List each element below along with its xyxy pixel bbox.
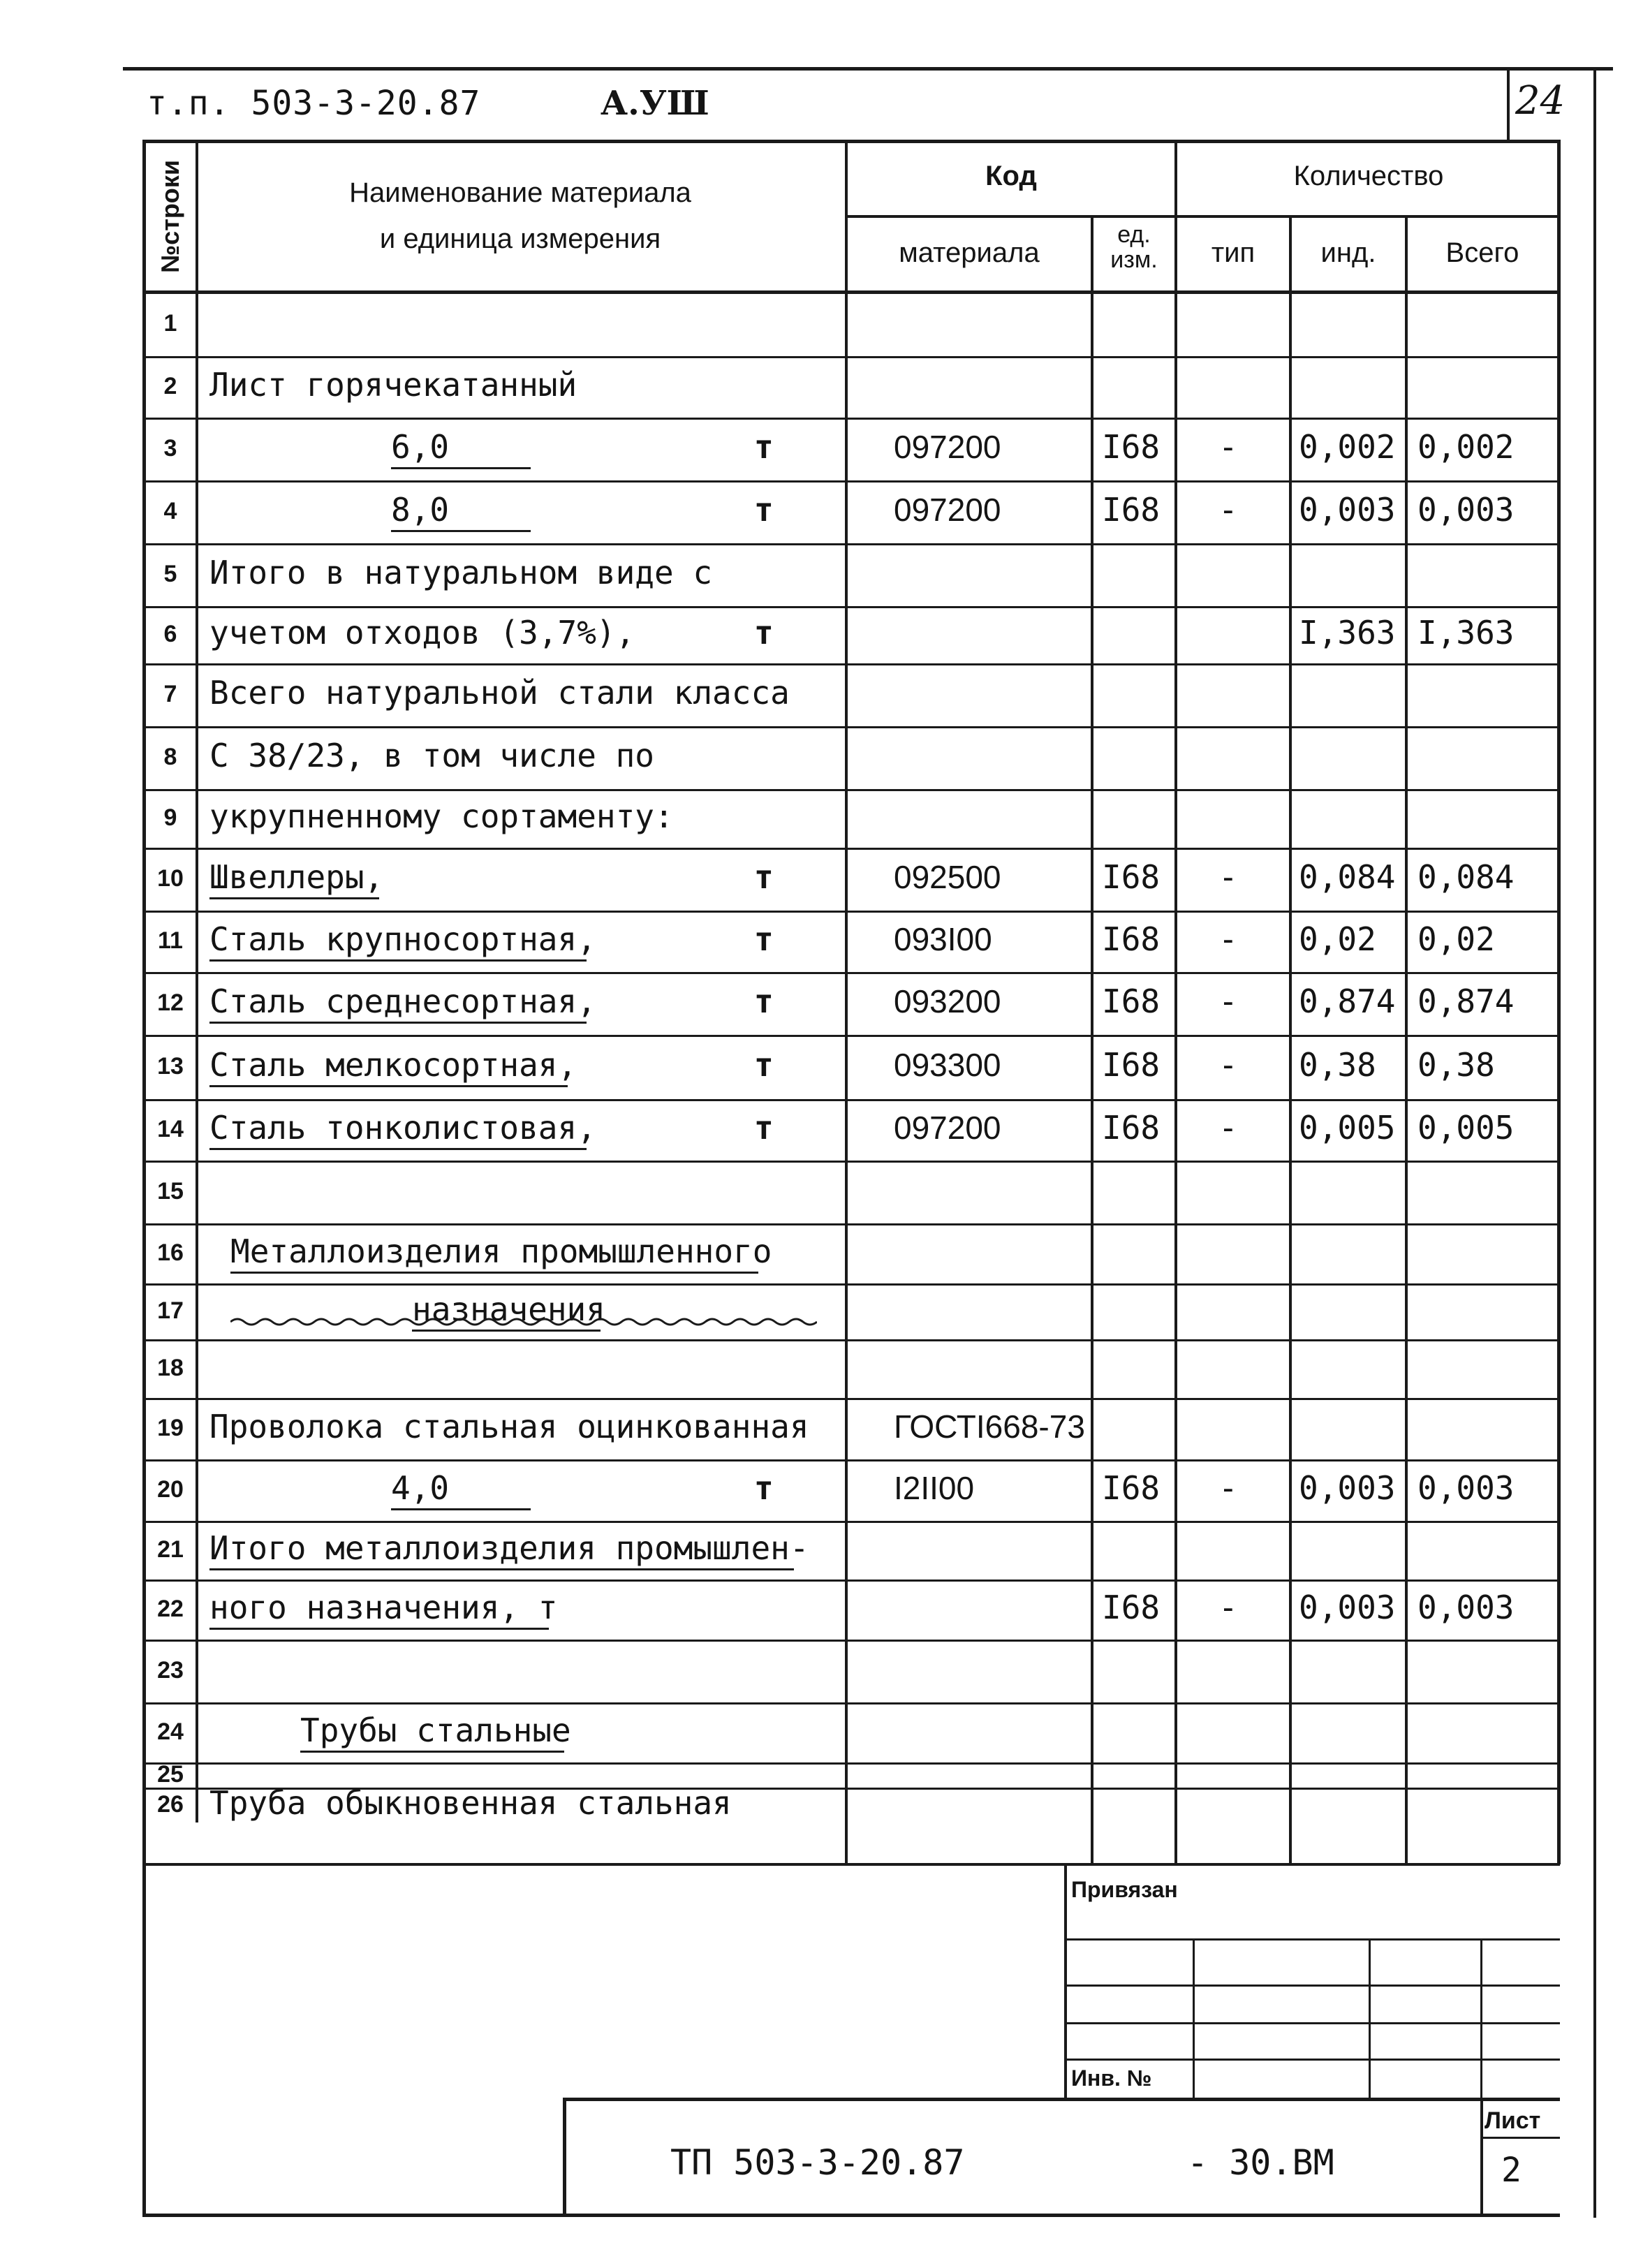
- name-underline: [209, 1568, 794, 1570]
- row-number: 17: [157, 1297, 184, 1324]
- material-name: 6,0: [391, 428, 450, 466]
- page-bottom-border: [142, 2214, 1560, 2217]
- stamp-main-top: [563, 2098, 1560, 2101]
- row-number: 23: [157, 1657, 184, 1684]
- qty-ind: 0,874: [1299, 982, 1396, 1020]
- stamp-doc-suffix: - 30.ВМ: [1187, 2142, 1334, 2183]
- row-number: 8: [163, 744, 177, 770]
- row-number-header: №строки: [156, 160, 184, 273]
- qty-type: -: [1218, 1046, 1238, 1084]
- name-underline: [209, 1148, 587, 1150]
- row-number: 18: [157, 1355, 184, 1381]
- row-divider: [142, 1035, 1560, 1037]
- row-divider: [142, 1398, 1560, 1400]
- row-divider: [142, 1702, 1560, 1704]
- unit-code: I68: [1102, 491, 1161, 529]
- qty-total: 0,003: [1417, 491, 1515, 529]
- row-number: 2: [163, 373, 177, 399]
- name-underline: [391, 467, 531, 469]
- row-divider: [142, 418, 1560, 420]
- row-number: 15: [157, 1178, 184, 1205]
- header-split-line: [845, 215, 1560, 218]
- row-divider: [142, 543, 1560, 545]
- col-line-5: [1289, 215, 1292, 1864]
- row-number: 19: [157, 1415, 184, 1441]
- name-underline: [209, 1628, 549, 1630]
- name-underline: [209, 1022, 587, 1024]
- row-divider: [142, 1521, 1560, 1523]
- qty-total: 0,003: [1417, 1469, 1515, 1507]
- row-number: 25: [157, 1761, 184, 1788]
- material-name: Швеллеры,: [209, 858, 384, 896]
- qty-type: -: [1218, 428, 1238, 466]
- material-code: 097200: [894, 429, 1001, 465]
- qty-total: I,363: [1417, 614, 1515, 651]
- qty-total-header: Всего: [1445, 237, 1519, 268]
- qty-total: 0,874: [1417, 982, 1515, 1020]
- qty-type: -: [1218, 1469, 1238, 1507]
- material-name: Проволока стальная оцинкованная: [209, 1408, 809, 1445]
- unit-code: I68: [1102, 1589, 1161, 1626]
- qty-total: 0,003: [1417, 1589, 1515, 1626]
- name-underline: [230, 1272, 758, 1274]
- row-divider: [142, 480, 1560, 483]
- material-code: 097200: [894, 492, 1001, 528]
- material-code: 093200: [894, 983, 1001, 1019]
- material-name: Лист горячекатанный: [209, 366, 577, 404]
- stamp-line-1: [1064, 1938, 1560, 1941]
- unit-code: I68: [1102, 920, 1161, 958]
- row-divider: [142, 726, 1560, 728]
- row-number: 14: [157, 1116, 184, 1142]
- name-underline: [300, 1751, 564, 1753]
- material-name: 8,0: [391, 491, 450, 529]
- unit-t: т: [754, 428, 774, 466]
- row-divider: [142, 356, 1560, 358]
- sheet-box-left: [1480, 2098, 1483, 2216]
- col-line-6: [1405, 215, 1408, 1864]
- material-name: Итого в натуральном виде с: [209, 554, 713, 591]
- material-name: 4,0: [391, 1469, 450, 1507]
- header-part: А.УШ: [601, 84, 709, 123]
- material-code: 093300: [894, 1047, 1001, 1083]
- qty-ind: 0,003: [1299, 1589, 1396, 1626]
- row-number: 24: [157, 1718, 184, 1745]
- name-underline: [209, 959, 587, 962]
- row-divider: [142, 1099, 1560, 1101]
- material-name: Сталь тонколистовая,: [209, 1109, 596, 1147]
- material-name: Всего натуральной стали класса: [209, 674, 790, 712]
- row-number: 1: [163, 310, 177, 337]
- material-name: Металлоизделия промышленного: [230, 1232, 772, 1270]
- stamp-col-2: [1369, 1938, 1371, 2099]
- row-divider: [142, 1762, 1560, 1765]
- stamp-line-4: [1064, 2059, 1560, 2061]
- qty-ind: 0,38: [1299, 1046, 1376, 1084]
- name-underline: [391, 530, 531, 532]
- row-divider: [142, 1223, 1560, 1225]
- row-number: 16: [157, 1239, 184, 1266]
- material-name: Итого металлоизделия промышлен-: [209, 1529, 809, 1567]
- stamp-main-left: [563, 2098, 566, 2216]
- stamp-line-3: [1064, 2022, 1560, 2024]
- unit-t: т: [754, 858, 774, 896]
- name-underline: [412, 1330, 601, 1332]
- material-code: ГОСТI668-73: [894, 1408, 1085, 1445]
- sheet-label: Лист: [1485, 2107, 1541, 2134]
- qty-type-header: тип: [1211, 237, 1255, 268]
- unit-code: I68: [1102, 428, 1161, 466]
- unit-t: т: [754, 491, 774, 529]
- wavy-underline-decoration: [230, 1316, 817, 1327]
- code-material-header: материала: [899, 237, 1040, 268]
- name-underline: [209, 897, 379, 899]
- row-divider: [142, 1580, 1560, 1582]
- stamp-doc-code: ТП 503-3-20.87: [670, 2142, 965, 2183]
- qty-ind: 0,002: [1299, 428, 1396, 466]
- qty-ind: 0,003: [1299, 1469, 1396, 1507]
- name-header-line1: Наименование материала: [349, 177, 691, 208]
- inventory-label: Инв. №: [1071, 2066, 1152, 2091]
- row-number: 4: [163, 498, 177, 524]
- col-line-2: [845, 140, 848, 1864]
- unit-t: т: [754, 1469, 774, 1507]
- qty-type: -: [1218, 1589, 1238, 1626]
- material-name: назначения: [412, 1290, 605, 1328]
- stamp-outer-left: [142, 1863, 146, 2216]
- row-number: 12: [157, 989, 184, 1016]
- qty-type: -: [1218, 920, 1238, 958]
- material-name: ного назначения, т: [209, 1589, 558, 1626]
- material-name: С 38/23, в том числе по: [209, 737, 654, 774]
- row-number: 26: [157, 1791, 184, 1818]
- material-name: Трубы стальные: [300, 1711, 571, 1749]
- table-right-border: [1557, 140, 1561, 1864]
- material-code: 092500: [894, 859, 1001, 895]
- row-number: 20: [157, 1476, 184, 1503]
- code-unit-header: ед. изм.: [1110, 221, 1158, 273]
- material-name: укрупненному сортаменту:: [209, 797, 674, 835]
- page-right-edge: [1593, 67, 1596, 2218]
- col-line-3: [1091, 215, 1093, 1864]
- material-name: Сталь мелкосортная,: [209, 1046, 577, 1084]
- material-name: Сталь крупносортная,: [209, 920, 596, 958]
- material-name: учетом отходов (3,7%),: [209, 614, 635, 651]
- qty-ind: 0,005: [1299, 1109, 1396, 1147]
- qty-type: -: [1218, 1109, 1238, 1147]
- row-divider: [142, 1640, 1560, 1642]
- unit-code: I68: [1102, 1046, 1161, 1084]
- row-divider: [142, 1339, 1560, 1341]
- page-mark-divider: [1507, 67, 1510, 140]
- qty-type: -: [1218, 858, 1238, 896]
- stamp-col-3: [1480, 1938, 1482, 2099]
- material-code: 097200: [894, 1110, 1001, 1146]
- top-border: [123, 67, 1613, 71]
- stamp-left-border: [1064, 1863, 1067, 2100]
- name-underline: [391, 1508, 531, 1510]
- stamp-line-2: [1064, 1984, 1560, 1987]
- qty-group-header: Количество: [1293, 161, 1444, 191]
- qty-ind: 0,003: [1299, 491, 1396, 529]
- header-page-mark: 24: [1515, 78, 1566, 124]
- row-divider: [142, 1161, 1560, 1163]
- table-top-border: [142, 140, 1560, 143]
- stamp-col-1: [1193, 1938, 1195, 2099]
- row-divider: [142, 972, 1560, 974]
- row-divider: [142, 911, 1560, 913]
- unit-code: I68: [1102, 1109, 1161, 1147]
- header-bottom-border: [142, 290, 1560, 294]
- qty-total: 0,02: [1417, 920, 1495, 958]
- row-number: 11: [158, 927, 183, 954]
- unit-t: т: [754, 982, 774, 1020]
- qty-ind: I,363: [1299, 614, 1396, 651]
- row-divider: [142, 1283, 1560, 1286]
- qty-total: 0,38: [1417, 1046, 1495, 1084]
- qty-ind-header: инд.: [1320, 237, 1376, 268]
- material-name: Сталь среднесортная,: [209, 982, 596, 1020]
- col-line-4: [1174, 140, 1177, 1864]
- qty-type: -: [1218, 491, 1238, 529]
- name-underline: [209, 1085, 568, 1087]
- row-divider: [142, 663, 1560, 665]
- stamp-top-border: [142, 1863, 1560, 1866]
- name-header-line2: и единица измерения: [379, 223, 661, 254]
- qty-ind: 0,084: [1299, 858, 1396, 896]
- row-number: 22: [157, 1596, 184, 1622]
- sheet-number: 2: [1501, 2151, 1522, 2190]
- row-number: 6: [163, 621, 177, 647]
- row-number: 10: [157, 865, 184, 892]
- unit-t: т: [754, 1109, 774, 1147]
- row-number: 21: [157, 1536, 184, 1563]
- row-divider: [142, 606, 1560, 608]
- sheet-box-split: [1480, 2137, 1560, 2139]
- unit-t: т: [754, 920, 774, 958]
- qty-total: 0,084: [1417, 858, 1515, 896]
- row-number: 9: [163, 804, 177, 831]
- unit-t: т: [754, 1046, 774, 1084]
- bound-label: Привязан: [1071, 1877, 1178, 1902]
- qty-type: -: [1218, 982, 1238, 1020]
- header-doc-code: т.п. 503-3-20.87: [147, 84, 481, 123]
- row-number: 13: [157, 1053, 184, 1080]
- row-number: 3: [163, 435, 177, 462]
- qty-total: 0,005: [1417, 1109, 1515, 1147]
- code-group-header: Код: [985, 161, 1037, 191]
- qty-total: 0,002: [1417, 428, 1515, 466]
- row-divider: [142, 1459, 1560, 1461]
- material-code: 093I00: [894, 921, 992, 957]
- unit-code: I68: [1102, 982, 1161, 1020]
- row-divider: [142, 789, 1560, 791]
- material-name: Труба обыкновенная стальная: [209, 1784, 732, 1822]
- unit-t: т: [754, 614, 774, 651]
- material-code: I2II00: [894, 1470, 975, 1506]
- row-number: 7: [163, 681, 177, 707]
- qty-ind: 0,02: [1299, 920, 1376, 958]
- row-number: 5: [163, 561, 177, 587]
- row-divider: [142, 848, 1560, 850]
- unit-code: I68: [1102, 858, 1161, 896]
- unit-code: I68: [1102, 1469, 1161, 1507]
